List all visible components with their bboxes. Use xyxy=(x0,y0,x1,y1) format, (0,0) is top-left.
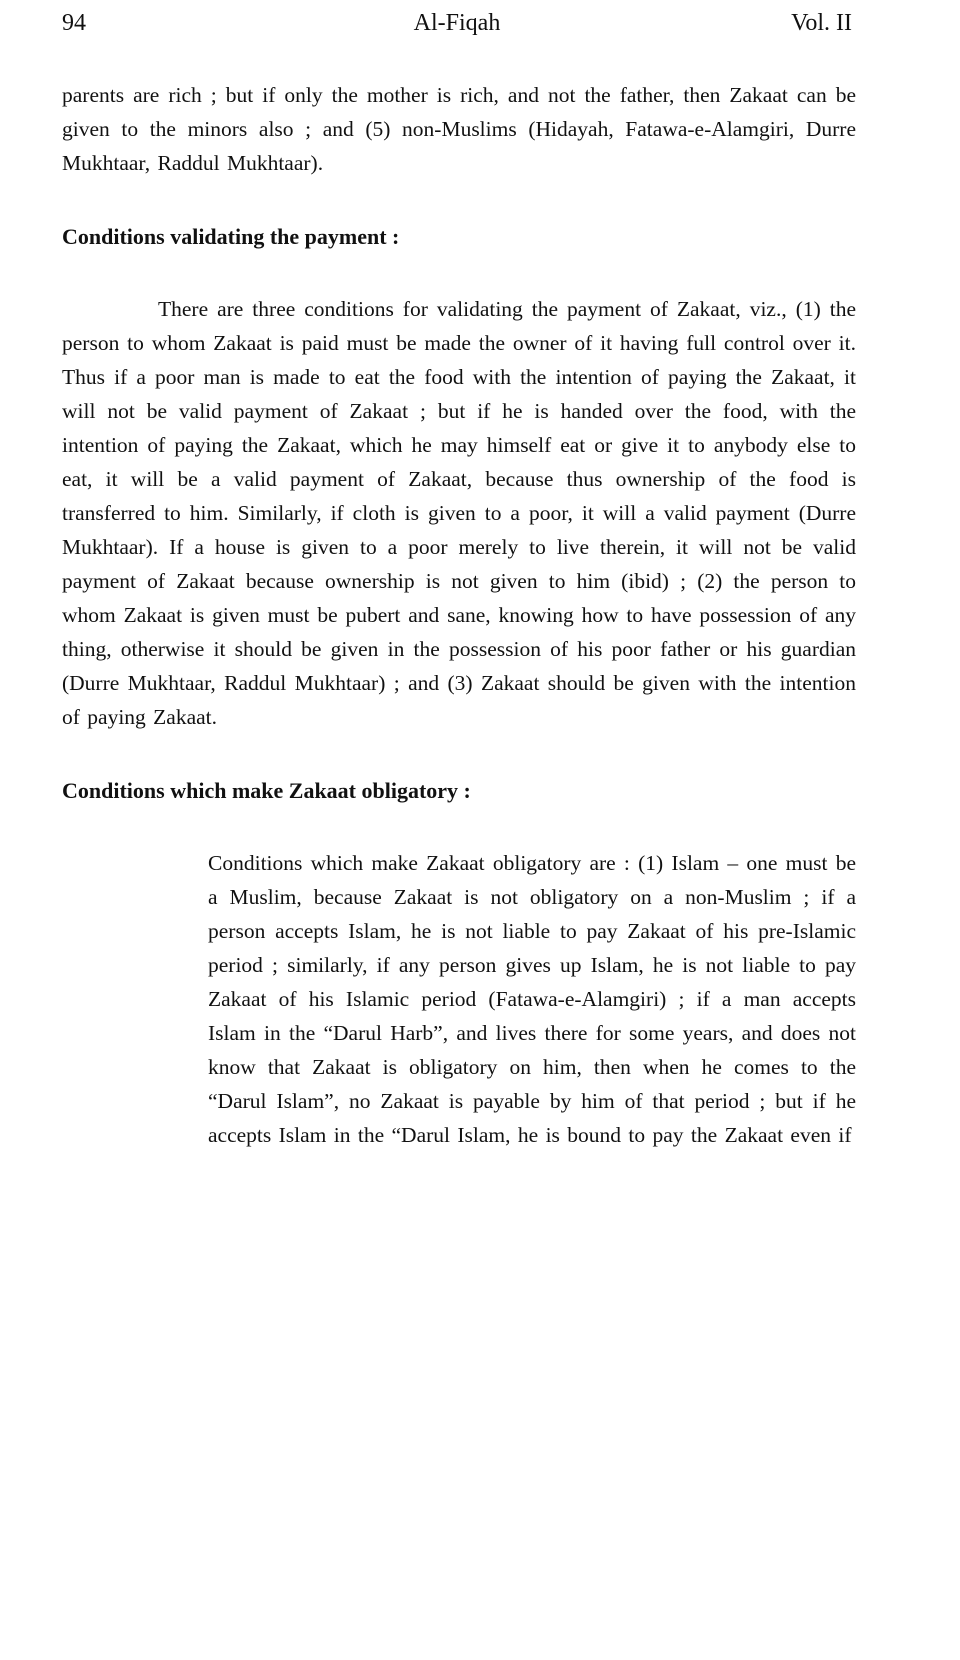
page-number: 94 xyxy=(62,10,86,36)
book-title: Al-Fiqah xyxy=(413,10,501,36)
section-heading-validating-payment: Conditions validating the payment : xyxy=(62,224,400,249)
section-heading-zakaat-obligatory: Conditions which make Zakaat obligatory : xyxy=(62,778,471,803)
paragraph-validating-payment: There are three conditions for validating the payment of Zakaat, viz., (1) the person to whom Zakaat is paid must be made the owner of it having full control over it. Thus if a poor man is made to eat the food with the intention of paying the Zakaat, it will not be valid payment of Zakaat ; but if he is handed over the food, with the intention of paying the Zakaat, which he may himself eat or give it to anybody else to eat, it will be a valid payment of Zakaat, because thus ownership of the food is transferred to him. Similarly, if cloth is given to a poor, it will a valid payment (Durre Mukhtaar). If a house is given to a poor merely to live therein, it will not be valid payment of Zakaat because ownership is not given to him (ibid) ; (2) the person to whom Zakaat is given must be pubert and sane, knowing how to have possession of any thing, otherwise it should be given in the possession of his poor father or his guardian (Durre Mukhtaar, Raddul Mukhtaar) ; and (3) Zakaat should be given with the intention of paying Zakaat. xyxy=(62,297,856,729)
paragraph-continuation: parents are rich ; but if only the mother is rich, and not the father, then Zakaat can be given to the minors also ; and (5) non-Muslims (Hidayah, Fatawa-e-Alamgiri, Durre Mukhtaar, Raddul Mukhtaar). xyxy=(62,83,856,175)
page-header xyxy=(62,8,856,38)
paragraph-zakaat-obligatory: Conditions which make Zakaat obligatory are : (1) Islam – one must be a Muslim, because Zakaat is not obligatory on a non-Muslim ; if a person accepts Islam, he is not liable to pay Zakaat of his pre-Islamic period ; similarly, if any person gives up Islam, he is not liable to pay Zakaat of his Islamic period (Fatawa-e-Alamgiri) ; if a man accepts Islam in the “Darul Harb”, and lives there for some years, and does not know that Zakaat is obligatory on him, then when he comes to the “Darul Islam”, no Zakaat is payable by him of that period ; but if he accepts Islam in the “Darul Islam, he is bound to pay the Zakaat even if xyxy=(208,851,856,1147)
page-body xyxy=(62,78,856,1152)
volume-label: Vol. II xyxy=(791,10,852,36)
